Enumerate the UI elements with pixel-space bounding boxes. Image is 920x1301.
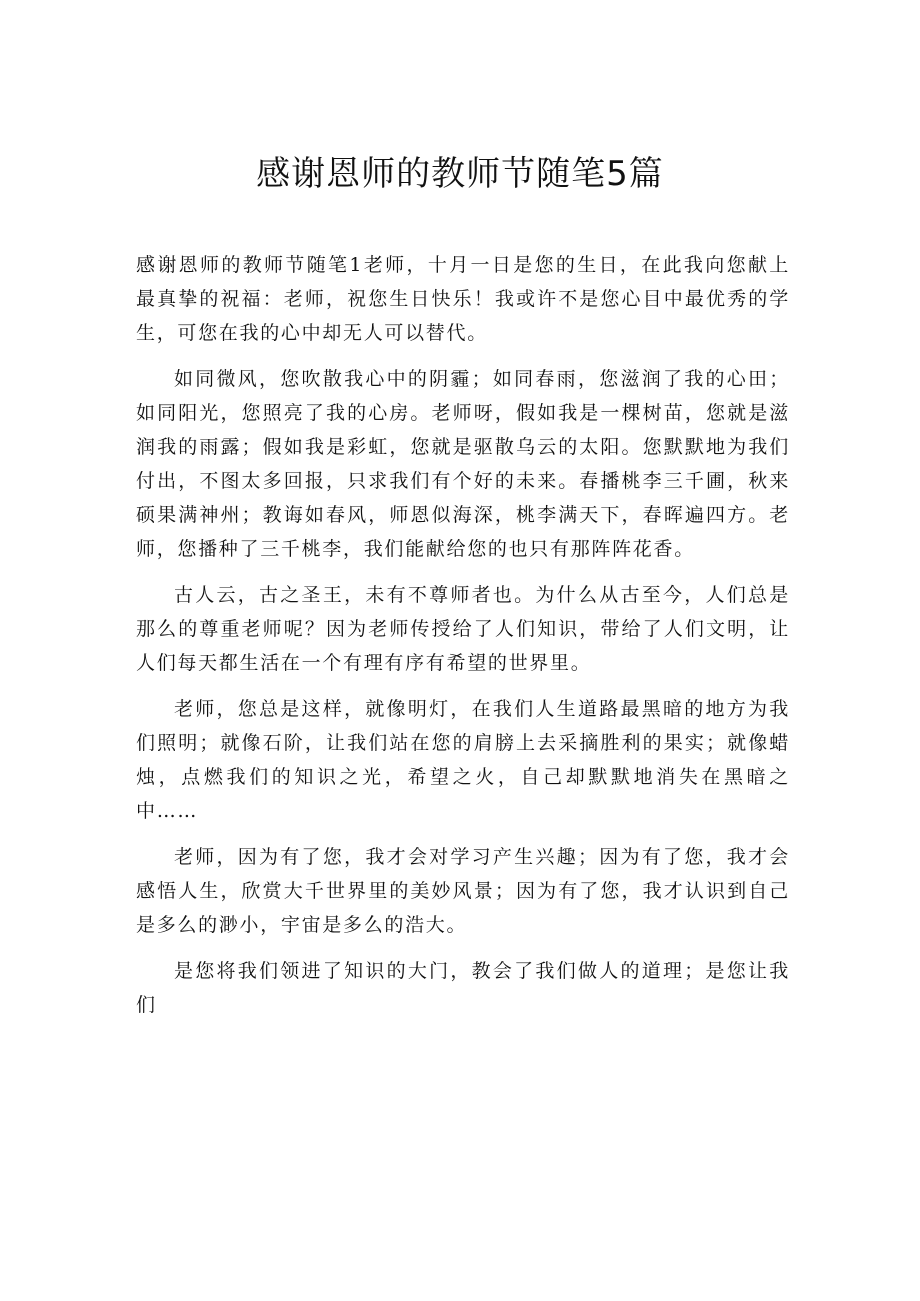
paragraph-4: 老师，您总是这样，就像明灯，在我们人生道路最黑暗的地方为我们照明；就像石阶，让我们站在您的肩膀上去采摘胜利的果实；就像蜡烛，点燃我们的知识之光，希望之火，自己却默默地消失在黑暗之中…… [136, 698, 790, 822]
document-body [136, 248, 790, 1022]
paragraph-2: 如同微风，您吹散我心中的阴霾；如同春雨，您滋润了我的心田；如同阳光，您照亮了我的心房。老师呀，假如我是一棵树苗，您就是滋润我的雨露；假如我是彩虹，您就是驱散乌云的太阳。您默默地为我们付出，不图太多回报，只求我们有个好的未来。春播桃李三千圃，秋来硕果满神州；教诲如春风，师恩似海深，桃李满天下，春晖遍四方。老师，您播种了三千桃李，我们能献给您的也只有那阵阵花香。 [136, 368, 790, 560]
document-title: 感谢恩师的教师节随笔5篇 [256, 154, 664, 194]
paragraph-3: 古人云，古之圣王，未有不尊师者也。为什么从古至今，人们总是那么的尊重老师呢？因为老师传授给了人们知识，带给了人们文明，让人们每天都生活在一个有理有序有希望的世界里。 [136, 584, 790, 674]
paragraph-5: 老师，因为有了您，我才会对学习产生兴趣；因为有了您，我才会感悟人生，欣赏大千世界里的美妙风景；因为有了您，我才认识到自己是多么的渺小，宇宙是多么的浩大。 [136, 846, 790, 936]
paragraph-1: 感谢恩师的教师节随笔1老师，十月一日是您的生日，在此我向您献上最真挚的祝福：老师，祝您生日快乐！我或许不是您心目中最优秀的学生，可您在我的心中却无人可以替代。 [136, 254, 790, 344]
paragraph-6: 是您将我们领进了知识的大门，教会了我们做人的道理；是您让我们 [136, 960, 790, 1016]
